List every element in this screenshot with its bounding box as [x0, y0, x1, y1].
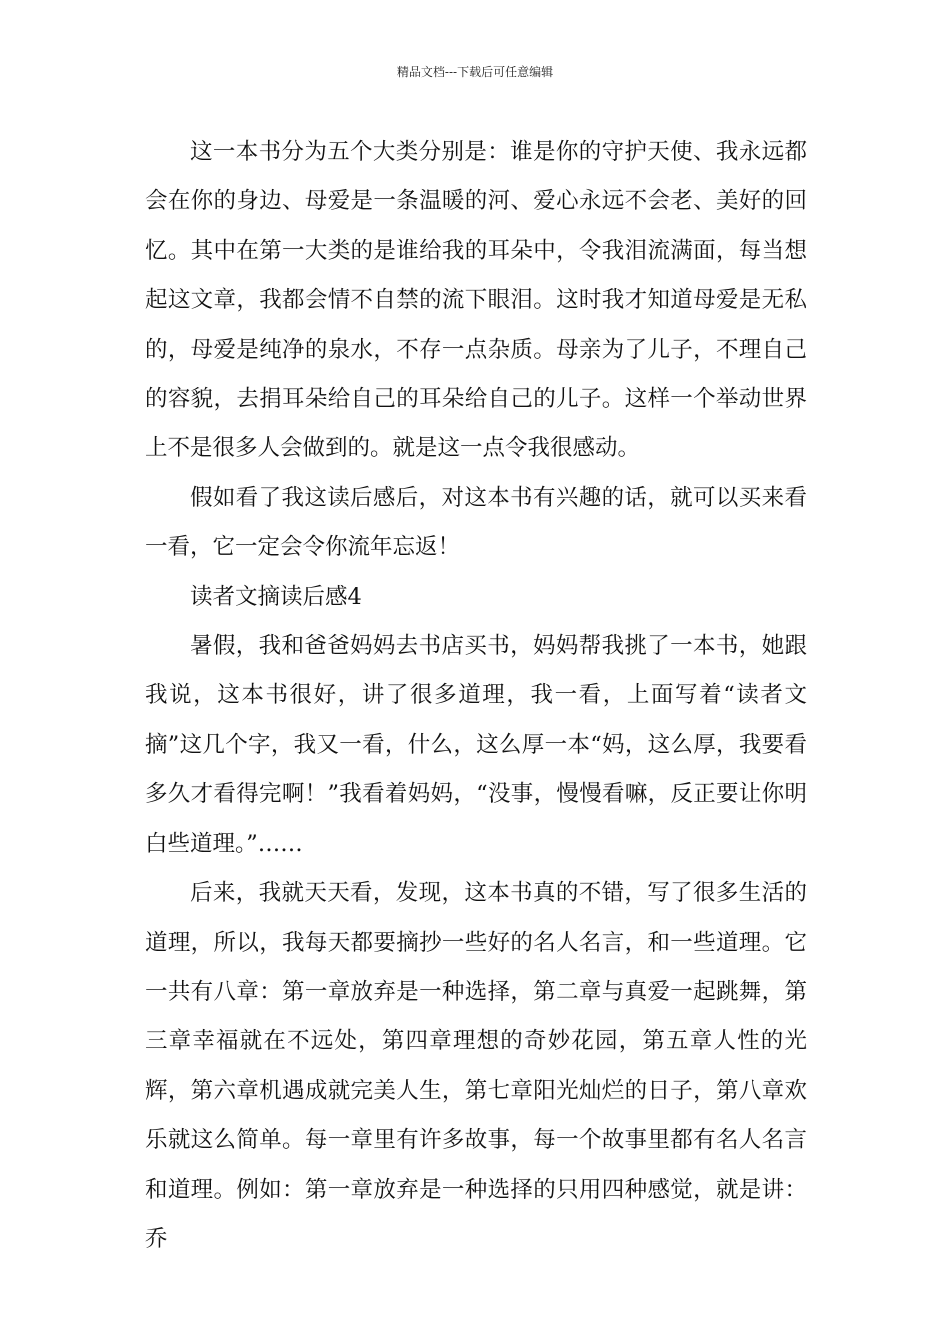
document-body [145, 128, 807, 1264]
paragraph-book-categories: 这一本书分为五个大类分别是：谁是你的守护天使、我永远都会在你的身边、母爱是一条温暖的河、爱心永远不会老、美好的回忆。其中在第一大类的是谁给我的耳朵中，令我泪流满面，每当想起这文章，我都会情不自禁的流下眼泪。这时我才知道母爱是无私的，母爱是纯净的泉水，不存一点杂质。母亲为了儿子，不理自己的容貌，去捐耳朵给自己的耳朵给自己的儿子。这样一个举动世界上不是很多人会做到的。就是这一点令我很感动。 [145, 139, 807, 462]
page-header: 精品文档---下载后可任意编辑 [396, 65, 554, 79]
paragraph-summer-bookstore: 暑假，我和爸爸妈妈去书店买书，妈妈帮我挑了一本书，她跟我说，这本书很好，讲了很多道理，我一看，上面写着“读者文摘”这几个字，我又一看，什么，这么厚一本“妈，这么厚，我要看多久才看得完啊！”我看着妈妈，“没事，慢慢看嘛，反正要让你明白些道理。”…… [145, 633, 807, 857]
paragraph-chapters: 后来，我就天天看，发现，这本书真的不错，写了很多生活的道理，所以，我每天都要摘抄一些好的名人名言，和一些道理。它一共有八章：第一章放弃是一种选择，第二章与真爱一起跳舞，第三章幸福就在不远处，第四章理想的奇妙花园，第五章人性的光辉，第六章机遇成就完美人生，第七章阳光灿烂的日子，第八章欢乐就这么简单。每一章里有许多故事，每一个故事里都有名人名言和道理。例如：第一章放弃是一种选择的只用四种感觉，就是讲：乔 [145, 880, 807, 1252]
paragraph-recommendation: 假如看了我这读后感后，对这本书有兴趣的话，就可以买来看一看，它一定会令你流年忘返！ [145, 484, 807, 561]
section-heading: 读者文摘读后感4 [190, 583, 362, 610]
